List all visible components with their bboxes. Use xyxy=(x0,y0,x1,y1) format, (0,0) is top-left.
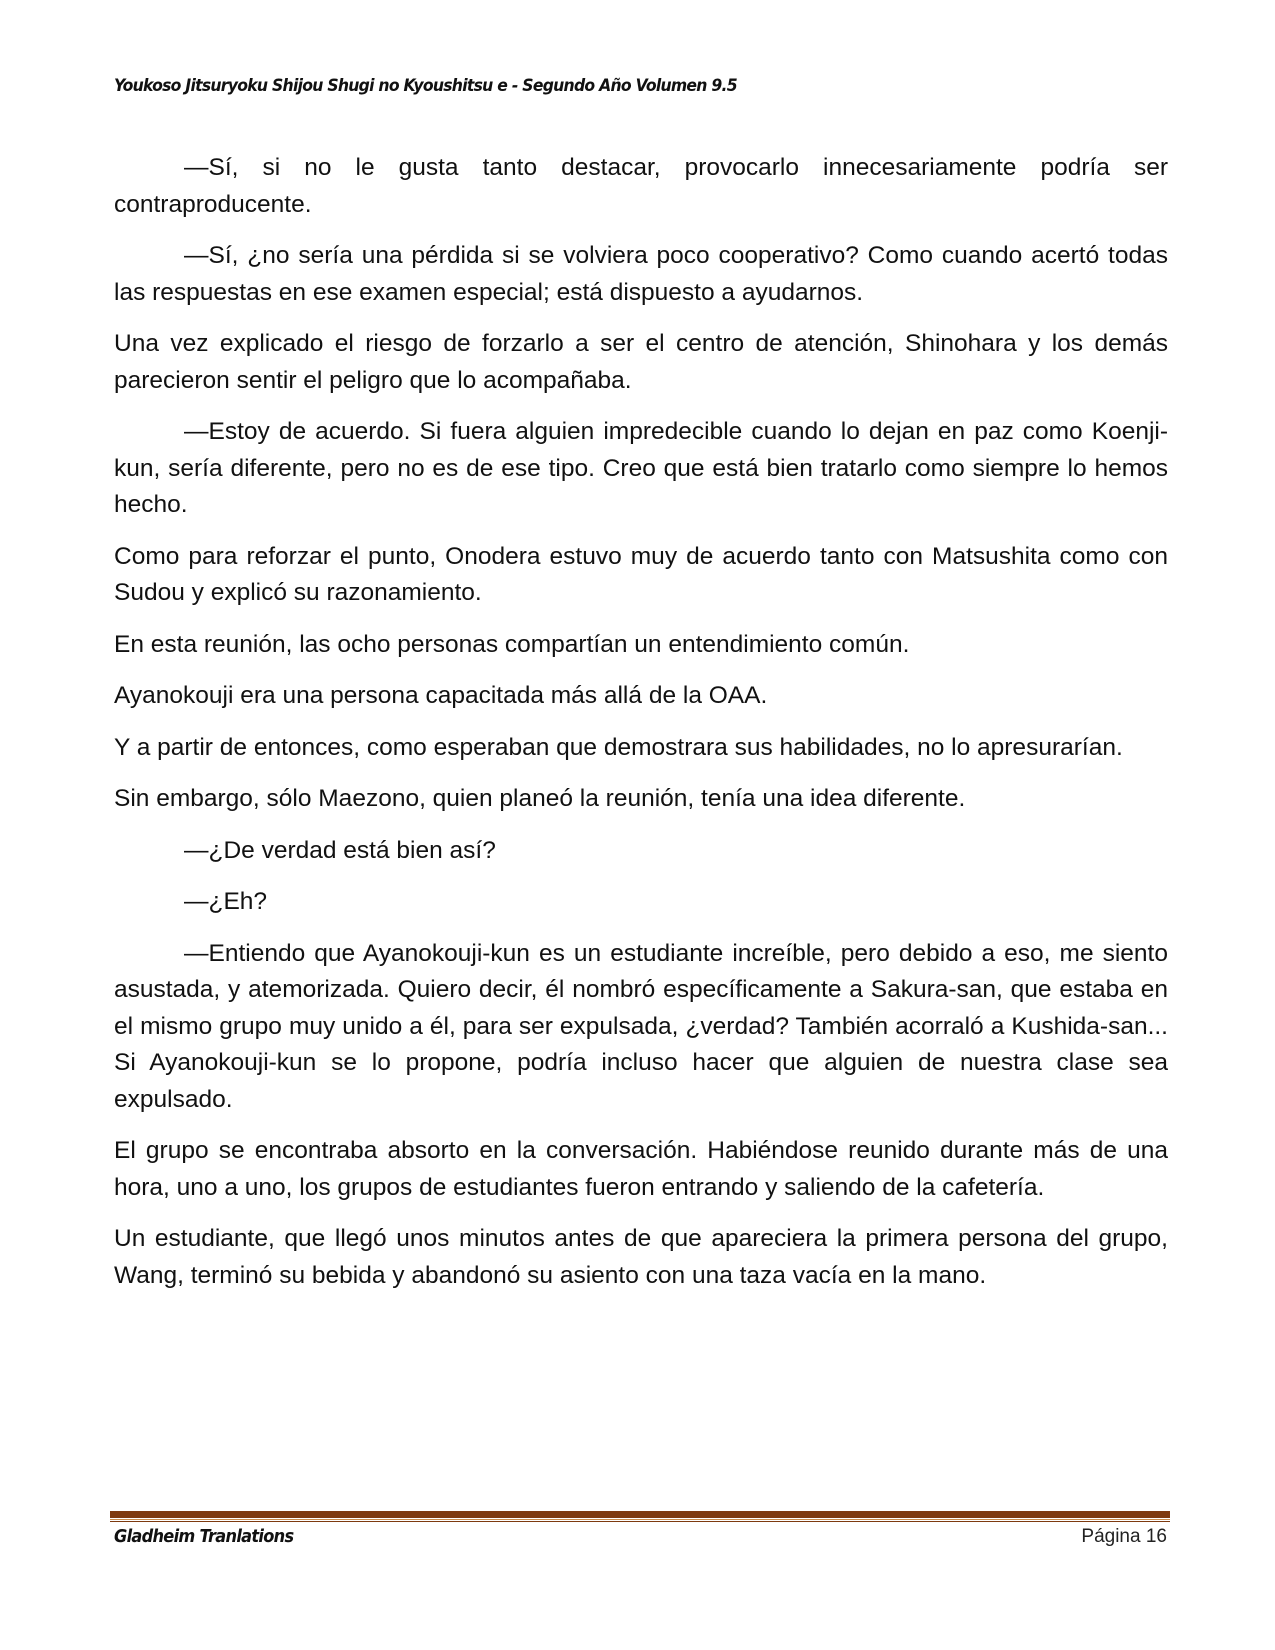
paragraph: —Entiendo que Ayanokouji-kun es un estudiante increíble, pero debido a eso, me siento asustada, y atemorizada. Quiero decir, él nombró específicamente a Sakura-san, que estaba en el mismo grupo muy unido a él, para ser expulsada, ¿verdad? También acorraló a Kushida-san... Si Ayanokouji-kun se lo propone, podría incluso hacer que alguien de nuestra clase sea expulsado. xyxy=(114,939,1168,1113)
page-label: Página xyxy=(1081,1526,1141,1547)
page-number xyxy=(1081,1526,1167,1548)
paragraph: —¿Eh? xyxy=(184,888,268,915)
paragraph: Como para reforzar el punto, Onodera estuvo muy de acuerdo tanto con Matsushita como con Sudou y explicó su razonamiento. xyxy=(114,542,1168,606)
page-number-value: 16 xyxy=(1145,1526,1167,1547)
paragraph: Ayanokouji era una persona capacitada más allá de la OAA. xyxy=(114,682,768,709)
footer-rule-thin xyxy=(110,1521,1170,1522)
paragraph: —Estoy de acuerdo. Si fuera alguien impredecible cuando lo dejan en paz como Koenji-kun, sería diferente, pero no es de ese tipo. Creo que está bien tratarlo como siempre lo hemos hecho. xyxy=(114,418,1168,518)
footer-credit: Gladheim Tranlations xyxy=(114,1526,294,1547)
paragraph: Sin embargo, sólo Maezono, quien planeó la reunión, tenía una idea diferente. xyxy=(114,785,966,812)
paragraph: —Sí, ¿no sería una pérdida si se volviera poco cooperativo? Como cuando acertó todas las respuestas en ese examen especial; está dispuesto a ayudarnos. xyxy=(114,242,1168,306)
footer-rule-thin xyxy=(110,1519,1170,1520)
paragraph: —¿De verdad está bien así? xyxy=(184,836,496,864)
paragraph: —Sí, si no le gusta tanto destacar, provocarlo innecesariamente podría ser contraproducente. xyxy=(114,154,1168,218)
page-body xyxy=(114,150,1168,1309)
paragraph: Y a partir de entonces, como esperaban que demostrara sus habilidades, no lo apresurarían. xyxy=(114,733,1123,761)
paragraph: Un estudiante, que llegó unos minutos antes de que apareciera la primera persona del grupo, Wang, terminó su bebida y abandonó su asiento con una taza vacía en la mano. xyxy=(114,1225,1168,1289)
footer-rule xyxy=(110,1511,1170,1518)
running-header: Youkoso Jitsuryoku Shijou Shugi no Kyoushitsu e - Segundo Año Volumen 9.5 xyxy=(114,76,737,96)
paragraph: Una vez explicado el riesgo de forzarlo a ser el centro de atención, Shinohara y los demás parecieron sentir el peligro que lo acompañaba. xyxy=(114,330,1168,394)
paragraph: En esta reunión, las ocho personas compartían un entendimiento común. xyxy=(114,630,910,658)
paragraph: El grupo se encontraba absorto en la conversación. Habiéndose reunido durante más de una hora, uno a uno, los grupos de estudiantes fueron entrando y saliendo de la cafetería. xyxy=(114,1137,1168,1201)
